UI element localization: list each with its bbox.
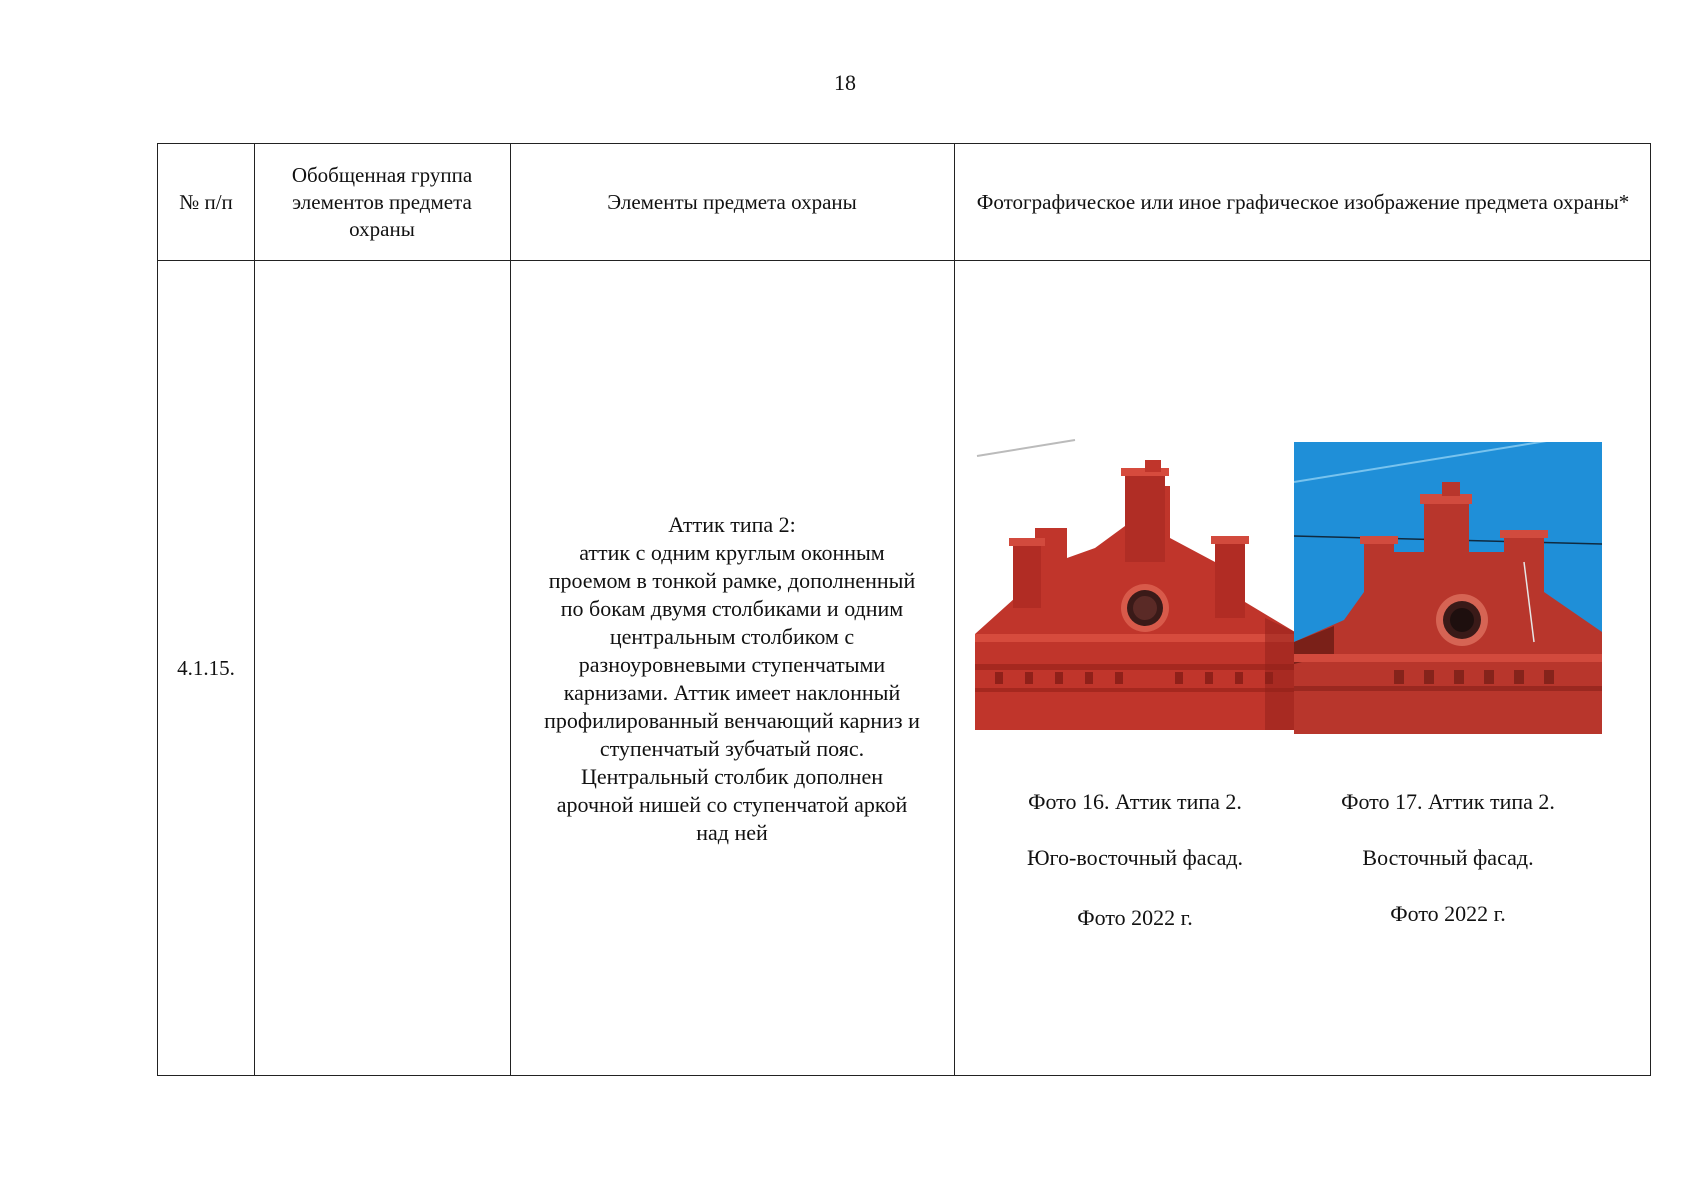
description-title: Аттик типа 2: — [668, 511, 796, 537]
photo-17-caption — [1288, 760, 1608, 956]
photo-16-image — [975, 438, 1295, 730]
protection-table — [157, 143, 1651, 1076]
photo-17-caption-line1: Фото 17. Аттик типа 2. — [1341, 789, 1555, 814]
header-num: № п/п — [179, 189, 233, 214]
page-number: 18 — [834, 70, 856, 95]
photo-17-caption-line3: Фото 2022 г. — [1390, 901, 1506, 926]
description-text: аттик с одним круглым оконным проемом в тонкой рамке, дополненный по бокам двумя столбиками и одним центральным столбиком с разноуровневыми ступенчатыми карнизами. Аттик имеет наклонный профилированный венчающий карниз и ступенчатый зубчатый пояс. Центральный столбик дополнен арочной нишей со ступенчатой аркой над ней — [544, 539, 920, 845]
photo-16 — [975, 438, 1295, 730]
col-divider — [954, 144, 955, 1075]
photo-16-caption-line2: Юго-восточный фасад. — [1026, 845, 1244, 870]
header-photo: Фотографическое или иное графическое изображение предмета охраны* — [976, 189, 1630, 214]
photo-16-caption-line3: Фото 2022 г. — [1077, 905, 1193, 930]
photo-17-caption-line2: Восточный фасад. — [1362, 845, 1534, 870]
photo-16-caption-line1: Фото 16. Аттик типа 2. — [1028, 789, 1242, 814]
photo-17-image — [1294, 442, 1602, 734]
row-group — [254, 260, 510, 1077]
photo-17 — [1294, 442, 1602, 734]
row-description-cell — [510, 260, 954, 1077]
row-number: 4.1.15. — [177, 656, 235, 680]
photo-16-caption — [970, 760, 1300, 960]
header-elements: Элементы предмета охраны — [607, 189, 857, 214]
header-group: Обобщенная группа элементов предмета охраны — [291, 162, 473, 241]
